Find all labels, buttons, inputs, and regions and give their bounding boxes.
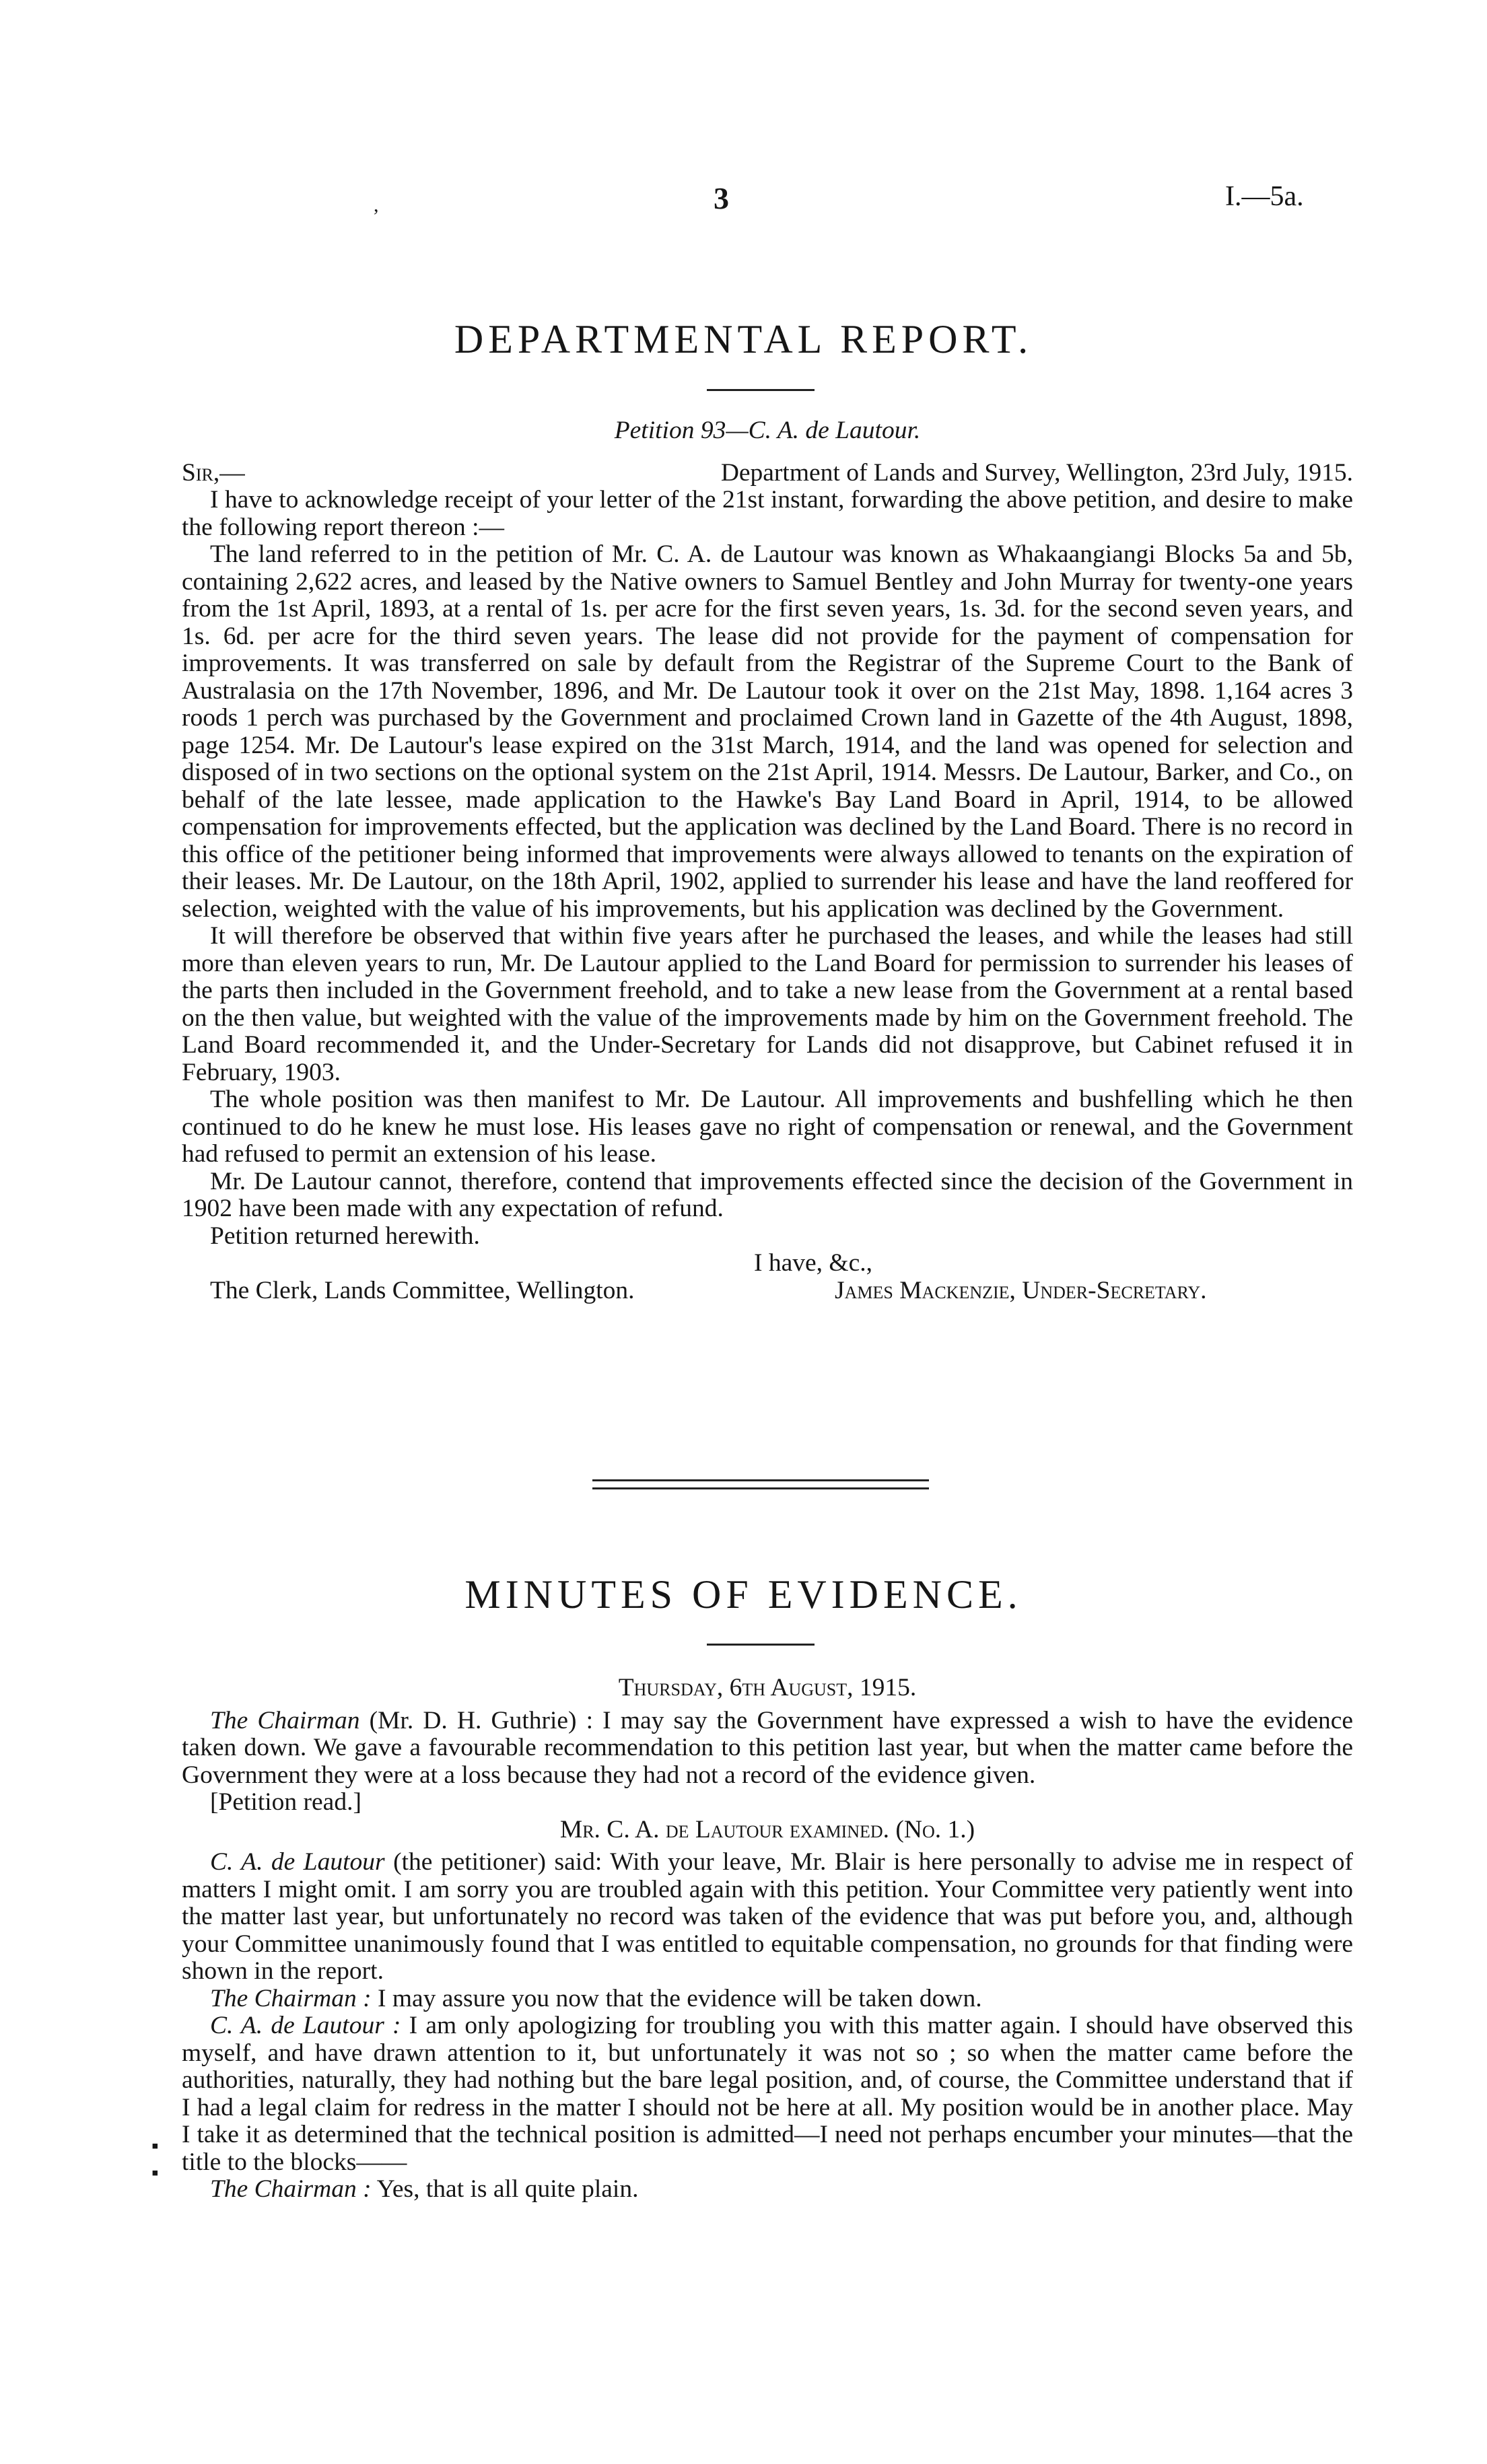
report-paragraph: Mr. De Lautour cannot, therefore, contend that improvements effected since the decision of the Government in 1902 have been made with any expectation of refund.	[182, 1167, 1353, 1222]
speaker-name: The Chairman :	[210, 1984, 372, 2012]
witness-heading: Mr. C. A. de Lautour examined. (No. 1.)	[559, 1815, 975, 1843]
page-header	[0, 180, 1487, 227]
report-paragraph: The whole position was then manifest to Mr. De Lautour. All improvements and bushfelling which he then continued to do he knew he must lose. His leases gave no right of compensation or renewal, and the Government had refused to permit an extension of his lease.	[182, 1086, 1353, 1168]
ink-blot-mark: ▪	[151, 2135, 159, 2157]
speech-text: Yes, that is all quite plain.	[371, 2175, 639, 2203]
signature-block	[182, 1250, 1353, 1305]
stray-mark: ,	[374, 194, 379, 216]
page-number: 3	[714, 181, 729, 215]
ink-blot-mark: ▪	[151, 2162, 159, 2184]
title-rule	[707, 389, 815, 391]
speech-text: I may assure you now that the evidence will be taken down.	[371, 1984, 982, 2012]
minutes-title-rule	[707, 1644, 815, 1646]
closing: I have, &c.,	[754, 1249, 872, 1277]
report-paragraph: It will therefore be observed that within five years after he purchased the leases, and while the leases had still more than eleven years to run, Mr. De Lautour applied to the Land Board for permission to surrender his leases of the parts then included in the Government freehold, and to take a new lease from the Government at a rental based on the then value, but weighted with the value of the improvements made by him on the Government freehold. The Land Board recommended it, and the Under-Secretary for Lands did not disapprove, but Cabinet refused it in February, 1903.	[182, 922, 1353, 1086]
speaker-name: The Chairman	[210, 1706, 360, 1734]
salutation-line	[182, 460, 1353, 487]
report-paragraph: Petition returned herewith.	[210, 1222, 480, 1250]
speech-text: I am only apologizing for troubling you with this matter again. I should have observed this myself, and have drawn attention to it, but unfortunately it was not so ; so when the matter came before the authorities, naturally, they had nothing but the bare legal position, and, of course, the Committee understand that if I had a legal claim for redress in the matter I should not be here at all. My position would be in another place. May I take it as determined that the technical position is admitted—I need not perhaps encumber your minutes—that the title to the blocks——	[182, 2012, 1353, 2176]
dateline: Department of Lands and Survey, Wellington, 23rd July, 1915.	[720, 458, 1353, 487]
minutes-body	[182, 1675, 1353, 2204]
report-paragraph: The land referred to in the petition of Mr. C. A. de Lautour was known as Whakaangiangi Blocks 5a and 5b, containing 2,622 acres, and leased by the Native owners to Samuel Bentley and John Murray for twenty-one years from the 1st April, 1893, at a rental of 1s. per acre for the first seven years, 1s. 3d. for the second seven years, and 1s. 6d. per acre for the third seven years. The lease did not provide for the payment of compensation for improvements. It was transferred on sale by default from the Registrar of the Supreme Court to the Bank of Australasia on the 17th November, 1896, and Mr. De Lautour took it over on the 21st May, 1898. 1,164 acres 3 roods 1 perch was purchased by the Government and proclaimed Crown land in Gazette of the 4th August, 1898, page 1254. Mr. De Lautour's lease expired on the 31st March, 1914, and the land was opened for selection and disposed of in two sections on the optional system on the 21st April, 1914. Messrs. De Lautour, Barker, and Co., on behalf of the late lessee, made application to the Hawke's Bay Land Board in April, 1914, to be allowed compensation for improvements effected, but the application was declined by the Land Board. There is no record in this office of the petitioner being informed that improvements were always allowed to tenants on the expiration of their leases. Mr. De Lautour, on the 18th April, 1902, applied to surrender his lease and have the land reoffered for selection, weighted with the value of his improvements, but his application was declined by the Government.	[182, 540, 1353, 923]
speaker-name: C. A. de Lautour :	[210, 2012, 401, 2039]
speaker-name: C. A. de Lautour	[210, 1848, 385, 1876]
departmental-report-title: DEPARTMENTAL REPORT.	[454, 317, 1033, 361]
hearing-date: Thursday, 6th August, 1915.	[618, 1674, 917, 1701]
addressee: The Clerk, Lands Committee, Wellington.	[210, 1277, 635, 1304]
minutes-title: MINUTES OF EVIDENCE.	[464, 1572, 1023, 1617]
petition-subtitle: Petition 93—C. A. de Lautour.	[614, 417, 921, 444]
departmental-report-body	[182, 417, 1353, 1305]
exchange	[182, 2176, 1353, 2204]
chairman-intro	[182, 1708, 1353, 1790]
signature: James Mackenzie, Under-Secretary.	[835, 1277, 1207, 1304]
speech-text: (the petitioner) said: With your leave, Mr. Blair is here personally to advise me in respect of matters I might omit. I am sorry you are troubled again with this petition. Your Committee very patiently went into the matter last year, but unfortunately no record was taken of the evidence that was put before you, and, although your Committee unanimously found that I was entitled to equitable compensation, no grounds for that finding were shown in the report.	[182, 1848, 1353, 1985]
stage-note: [Petition read.]	[210, 1788, 361, 1816]
salutation: Sir,—	[182, 458, 245, 487]
section-divider	[592, 1479, 929, 1489]
speech-text: (Mr. D. H. Guthrie) : I may say the Government have expressed a wish to have the evidence taken down. We gave a favourable recommendation to this petition last year, but when the matter came before the Government they were at a loss because they had not a record of the evidence given.	[182, 1706, 1353, 1789]
paper-reference: I.—5a.	[1225, 181, 1304, 212]
exchange	[182, 1985, 1353, 2013]
report-paragraph: I have to acknowledge receipt of your letter of the 21st instant, forwarding the above petition, and desire to make the following report thereon :—	[182, 486, 1353, 541]
exchange	[182, 2012, 1353, 2176]
exchange	[182, 1849, 1353, 1985]
speaker-name: The Chairman :	[210, 2175, 372, 2203]
